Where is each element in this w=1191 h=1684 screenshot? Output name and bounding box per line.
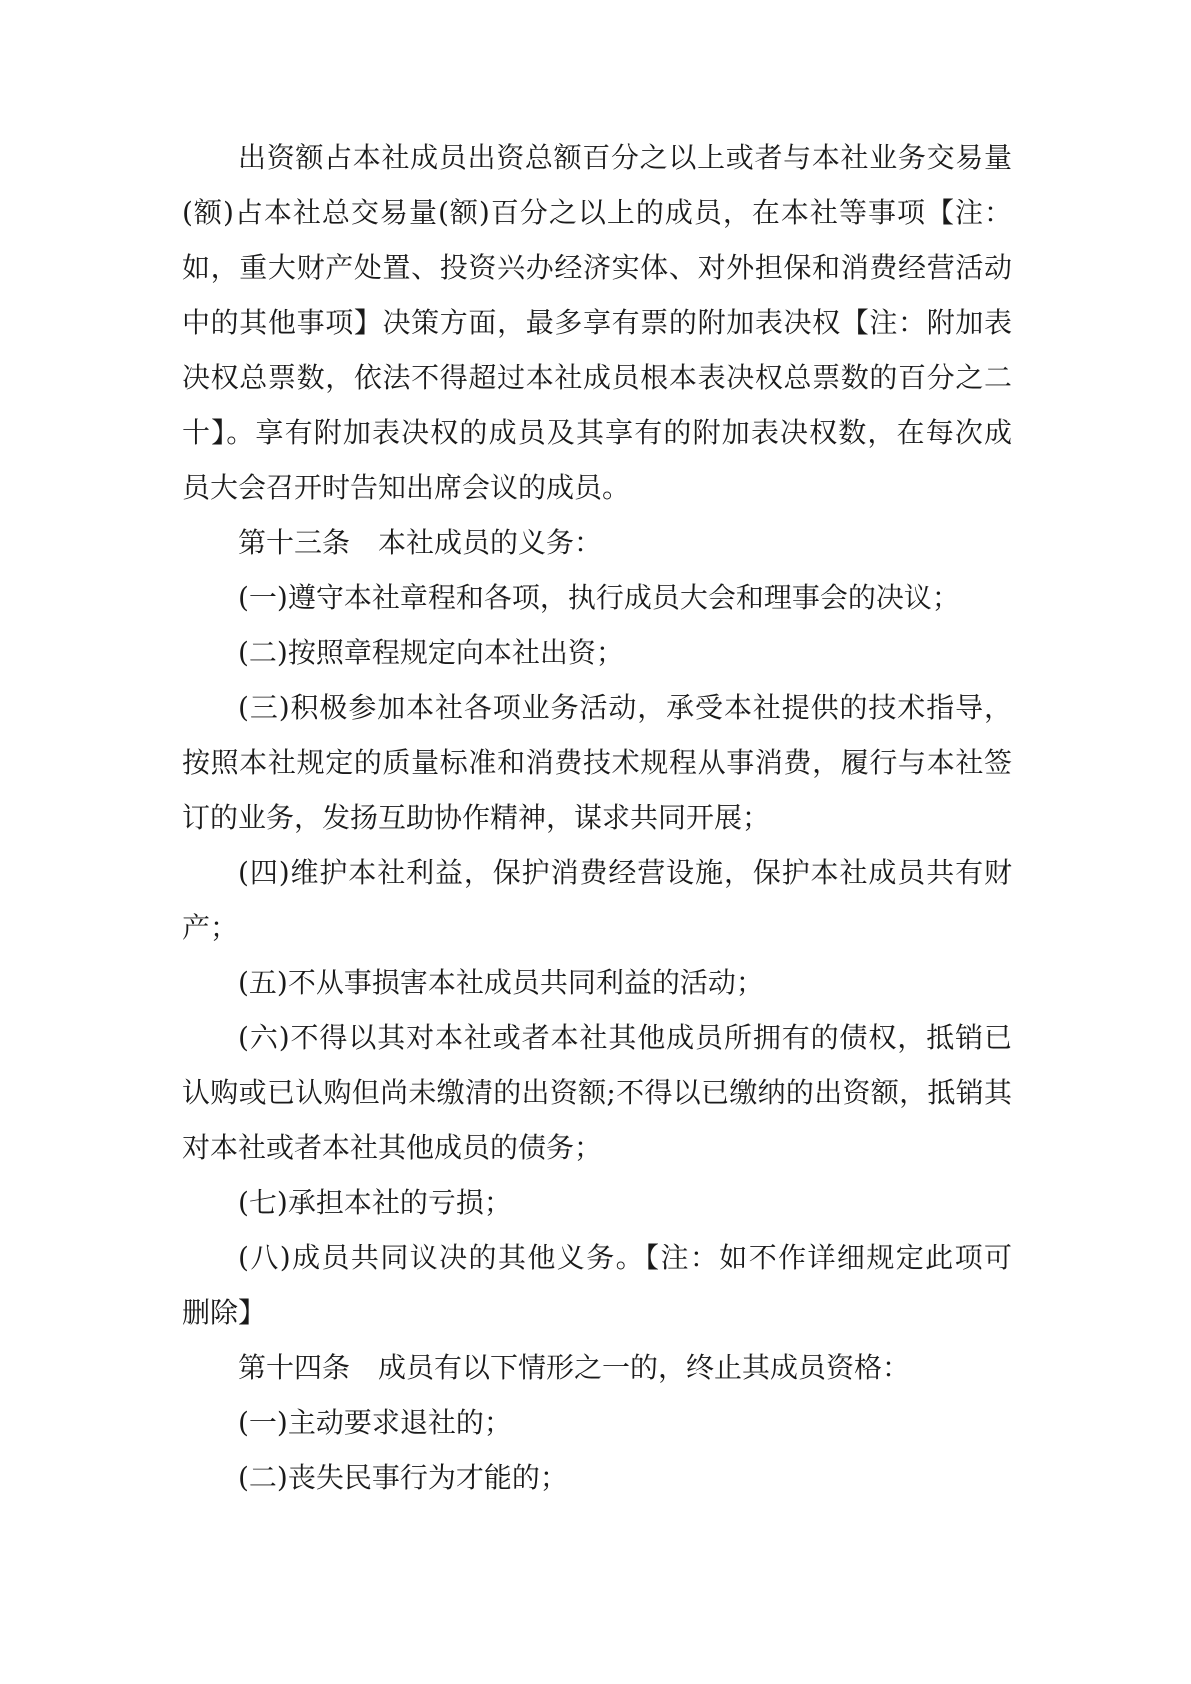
list-item-continuation: 订的业务，发扬互助协作精神，谋求共同开展；	[182, 801, 771, 834]
paragraph-line: (额)占本社总交易量(额)百分之以上的成员，在本社等事项【注：	[182, 196, 1012, 229]
list-item-continuation: 按照本社规定的质量标准和消费技术规程从事消费，履行与本社签	[182, 746, 1012, 779]
list-item: (八)成员共同议决的其他义务。【注：如不作详细规定此项可	[238, 1241, 1012, 1274]
paragraph-line: 十】。享有附加表决权的成员及其享有的附加表决权数，在每次成	[182, 416, 1012, 449]
list-item: (一)主动要求退社的；	[238, 1406, 512, 1439]
article-heading: 第十四条 成员有以下情形之一的，终止其成员资格：	[238, 1351, 911, 1384]
list-item: (二)丧失民事行为才能的；	[238, 1461, 568, 1494]
list-item-continuation: 产；	[182, 911, 239, 944]
paragraph-line: 决权总票数，依法不得超过本社成员根本表决权总票数的百分之二	[182, 361, 1012, 394]
article-heading: 第十三条 本社成员的义务：	[238, 526, 603, 559]
list-item-continuation: 认购或已认购但尚未缴清的出资额;不得以已缴纳的出资额，抵销其	[182, 1076, 1012, 1109]
list-item: (四)维护本社利益，保护消费经营设施，保护本社成员共有财	[238, 856, 1012, 889]
list-item: (二)按照章程规定向本社出资；	[238, 636, 624, 669]
list-item: (三)积极参加本社各项业务活动，承受本社提供的技术指导，	[238, 691, 1012, 724]
paragraph-line: 出资额占本社成员出资总额百分之以上或者与本社业务交易量	[238, 141, 1012, 174]
paragraph-line: 中的其他事项】决策方面，最多享有票的附加表决权【注：附加表	[182, 306, 1012, 339]
list-item: (六)不得以其对本社或者本社其他成员所拥有的债权，抵销已	[238, 1021, 1012, 1054]
list-item: (七)承担本社的亏损；	[238, 1186, 512, 1219]
list-item: (五)不从事损害本社成员共同利益的活动；	[238, 966, 764, 999]
list-item: (一)遵守本社章程和各项，执行成员大会和理事会的决议；	[238, 581, 960, 614]
paragraph-line: 如，重大财产处置、投资兴办经济实体、对外担保和消费经营活动	[182, 251, 1012, 284]
paragraph-line: 员大会召开时告知出席会议的成员。	[182, 471, 631, 504]
list-item-continuation: 对本社或者本社其他成员的债务；	[182, 1131, 603, 1164]
list-item-continuation: 删除】	[182, 1296, 267, 1329]
